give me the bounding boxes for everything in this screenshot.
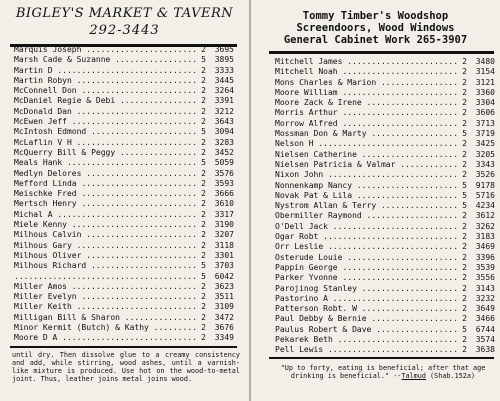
listing-name: Martin Robyn .....: [14, 76, 196, 86]
listing-number: 3480: [475, 57, 495, 66]
listing-number: 3391: [214, 96, 234, 106]
listing-exchange: 2: [462, 159, 467, 169]
table-row: [275, 170, 495, 180]
listing-exchange: 2: [462, 242, 467, 252]
listing-exchange: 2: [201, 323, 206, 333]
listing-number: 3606: [475, 108, 495, 118]
table-row: [14, 251, 234, 261]
listing-number: 3649: [475, 304, 495, 314]
table-row: [275, 98, 495, 108]
listing-exchange: 2: [462, 98, 467, 108]
listing-exchange: 2: [201, 281, 206, 291]
listing-exchange: 2: [201, 96, 206, 106]
listing-number: 5716: [475, 190, 495, 200]
listing-name: Moore Zack & Irene .....: [275, 98, 457, 108]
table-row: [14, 272, 234, 282]
table-row: [275, 181, 495, 191]
listing-name: Pekarek Beth .....: [275, 335, 457, 345]
listing-number: 3623: [214, 281, 234, 291]
listing-number: 3539: [475, 262, 495, 272]
listing-number: 3283: [214, 137, 234, 147]
listing-name: Marquis Joseph .....: [14, 45, 196, 55]
listing-name: Parker Yvonne .....: [275, 273, 457, 283]
listing-name: Nonnenkamp Nancy .....: [275, 181, 457, 191]
table-row: [14, 107, 234, 117]
listing-name: Mertsch Henry .....: [14, 199, 196, 209]
listing-name: McLaflin V H .....: [14, 138, 196, 148]
listing-exchange: 2: [462, 170, 467, 180]
listing-number: 3574: [475, 335, 495, 345]
listing-name: Miele Kenny .....: [14, 220, 196, 230]
listing-name: Pell Lewis .....: [275, 345, 457, 355]
listing-exchange: 2: [462, 211, 467, 221]
listing-number: 3666: [214, 189, 234, 199]
listing-number: 3610: [214, 199, 234, 209]
listing-name: Paulus Robert & Dave .....: [275, 325, 457, 335]
listing-exchange: 2: [462, 262, 467, 272]
listing-exchange: 2: [462, 304, 467, 314]
table-row: [14, 179, 234, 189]
header-rule: [269, 51, 494, 54]
listing-exchange: 2: [462, 87, 467, 97]
table-row: [275, 325, 495, 335]
table-row: [14, 230, 234, 240]
listing-exchange: 5: [201, 271, 206, 281]
listing-number: 3232: [475, 293, 495, 303]
listing-name: Milhous Calvin .....: [14, 230, 196, 240]
listing-name: Miller Amos .....: [14, 282, 196, 292]
listing-exchange: 2: [462, 77, 467, 87]
listing-name: Nielsen Patricia & Valmar .....: [275, 160, 457, 170]
listing-exchange: 2: [201, 45, 206, 54]
listing-name: Milhous Oliver .....: [14, 251, 196, 261]
listing-number: 3526: [475, 170, 495, 180]
listing-exchange: 2: [201, 117, 206, 127]
listing-number: 3094: [214, 127, 234, 137]
directory-listing: [14, 45, 234, 344]
listing-exchange: 2: [462, 108, 467, 118]
listing-number: 3205: [475, 149, 495, 159]
listing-number: 6744: [475, 324, 495, 334]
table-row: [14, 76, 234, 86]
listing-name: Morrow Alfred .....: [275, 119, 457, 129]
listing-number: 3466: [475, 314, 495, 324]
listing-number: 3576: [214, 168, 234, 178]
table-row: [14, 148, 234, 158]
listing-exchange: 2: [462, 221, 467, 231]
table-row: [275, 263, 495, 273]
listing-number: 3425: [475, 139, 495, 149]
listing-number: 3469: [475, 242, 495, 252]
listing-number: 3109: [214, 302, 234, 312]
listing-number: 3643: [214, 117, 234, 127]
listing-exchange: 2: [462, 314, 467, 324]
listing-number: 3695: [214, 45, 234, 54]
listing-name: O'Dell Jack .....: [275, 222, 457, 232]
listing-exchange: 5: [201, 158, 206, 168]
listing-exchange: 2: [201, 168, 206, 178]
listing-number: 5059: [214, 158, 234, 168]
table-row: [14, 189, 234, 199]
table-row: [14, 302, 234, 312]
listing-name: Meals Hank .....: [14, 158, 196, 168]
table-row: [14, 210, 234, 220]
listing-name: Miller Evelyn .....: [14, 292, 196, 302]
listing-exchange: 5: [462, 201, 467, 211]
listing-name: Nystrom Allan & Terry .....: [275, 201, 457, 211]
listing-exchange: 2: [462, 273, 467, 283]
listing-name: McEwen Jeff .....: [14, 117, 196, 127]
listing-name: Miller Keith .....: [14, 302, 196, 312]
listing-number: 3593: [214, 178, 234, 188]
listing-name: Osterude Louie .....: [275, 253, 457, 263]
quote-source: Talmud: [401, 372, 426, 380]
listing-name: Nielsen Catherine .....: [275, 150, 457, 160]
quote-text: "Up to forty, eating is beneficial; after that age drinking is beneficial." --: [280, 364, 486, 380]
listing-name: Minor Kermit (Butch) & Kathy .....: [14, 323, 196, 333]
glue-recipe-note: until dry. Then dissolve glue to a creamy consistency and add, while stirring, wood ashes, until a varnish-like mixture is produced. Use hot on the wood-to-metal joint. Thus, leather joins metal joins wood.: [12, 351, 240, 383]
listing-exchange: 2: [201, 147, 206, 157]
listing-exchange: 2: [201, 209, 206, 219]
directory-listing: [275, 57, 495, 356]
listing-exchange: 5: [201, 261, 206, 271]
listing-name: Pastorino A .....: [275, 294, 457, 304]
listing-name: Obermiller Raymond .....: [275, 211, 457, 221]
table-row: [14, 117, 234, 127]
left-page: [0, 0, 249, 401]
table-row: [14, 45, 234, 55]
listing-exchange: 2: [462, 283, 467, 293]
table-row: [14, 282, 234, 292]
listing-number: 3183: [475, 232, 495, 242]
table-row: [14, 220, 234, 230]
listing-number: 3190: [214, 220, 234, 230]
listing-exchange: 2: [201, 220, 206, 230]
listing-number: 3264: [214, 86, 234, 96]
listing-exchange: 5: [462, 190, 467, 200]
listing-exchange: 2: [462, 252, 467, 262]
table-row: [14, 323, 234, 333]
table-row: [275, 294, 495, 304]
listing-number: 3360: [475, 87, 495, 97]
table-row: [275, 242, 495, 252]
footer-rule: [269, 357, 494, 359]
listing-number: 3262: [475, 221, 495, 231]
listing-name: Patterson Robt. W .....: [275, 304, 457, 314]
listing-number: 3343: [475, 159, 495, 169]
listing-exchange: 2: [201, 240, 206, 250]
listing-number: 3472: [214, 312, 234, 322]
woodshop-ad: [251, 10, 500, 46]
table-row: [14, 261, 234, 271]
table-row: [275, 304, 495, 314]
listing-number: 3895: [214, 55, 234, 65]
listing-number: 3396: [475, 252, 495, 262]
table-row: [275, 211, 495, 221]
listing-number: 3703: [214, 261, 234, 271]
listing-name: Novak Pat & Lila .....: [275, 191, 457, 201]
listing-name: Milhous Gary .....: [14, 241, 196, 251]
listing-exchange: 2: [201, 250, 206, 260]
table-row: [275, 232, 495, 242]
ad-business-name: Tommy Timber's Woodshop: [302, 10, 449, 22]
listing-name: McConnell Don .....: [14, 86, 196, 96]
listing-name: Marsh Cade & Suzanne .....: [14, 55, 196, 65]
listing-number: 3118: [214, 240, 234, 250]
table-row: [14, 333, 234, 343]
listing-number: 3212: [214, 106, 234, 116]
table-row: [14, 313, 234, 323]
table-row: [275, 57, 495, 67]
table-row: [275, 335, 495, 345]
table-row: [14, 241, 234, 251]
table-row: [14, 199, 234, 209]
bigleys-ad: [0, 6, 249, 38]
table-row: [275, 78, 495, 88]
table-row: [14, 292, 234, 302]
listing-exchange: 2: [462, 139, 467, 149]
listing-name: Mitchell Noah .....: [275, 67, 457, 77]
table-row: [275, 345, 495, 355]
table-row: [275, 160, 495, 170]
listing-exchange: 5: [201, 55, 206, 65]
listing-exchange: 2: [201, 189, 206, 199]
table-row: [275, 150, 495, 160]
table-row: [275, 314, 495, 324]
listing-name: McDonald Dan .....: [14, 107, 196, 117]
listing-number: 9178: [475, 180, 495, 190]
ad-services-phone: General Cabinet Work 265-3907: [283, 34, 468, 46]
listing-exchange: 5: [462, 324, 467, 334]
table-row: [14, 169, 234, 179]
listing-exchange: 2: [201, 75, 206, 85]
listing-exchange: 2: [201, 178, 206, 188]
listing-number: 4234: [475, 201, 495, 211]
table-row: [14, 158, 234, 168]
listing-exchange: 2: [201, 137, 206, 147]
listing-exchange: 2: [462, 293, 467, 303]
table-row: [275, 284, 495, 294]
listing-exchange: 2: [462, 67, 467, 77]
listing-name: Mitchell James .....: [275, 57, 457, 67]
listing-number: 3452: [214, 147, 234, 157]
table-row: [14, 127, 234, 137]
listing-name: Mossman Don & Marty .....: [275, 129, 457, 139]
table-row: [275, 88, 495, 98]
listing-number: 3445: [214, 75, 234, 85]
ad-business-name: BIGLEY'S MARKET & TAVERN: [15, 6, 234, 21]
listing-number: 3638: [475, 345, 495, 355]
listing-exchange: 2: [201, 199, 206, 209]
listing-name: Michal A .....: [14, 210, 196, 220]
listing-name: Paul Debby & Bernie .....: [275, 314, 457, 324]
listing-exchange: 2: [201, 302, 206, 312]
table-row: [14, 55, 234, 65]
listing-exchange: 2: [201, 333, 206, 343]
listing-number: 3556: [475, 273, 495, 283]
talmud-quote: [273, 364, 493, 380]
quote-reference: (Shab.152a): [425, 372, 476, 380]
listing-name: Moore D A .....: [14, 333, 196, 343]
table-row: [275, 119, 495, 129]
listing-name: Ogar Robt .....: [275, 232, 457, 242]
table-row: [14, 86, 234, 96]
listing-number: 3304: [475, 98, 495, 108]
listing-exchange: 5: [462, 129, 467, 139]
listing-number: 3333: [214, 65, 234, 75]
table-row: [14, 96, 234, 106]
listing-exchange: 2: [462, 149, 467, 159]
table-row: [275, 222, 495, 232]
listing-name: Medlyn Delores .....: [14, 169, 196, 179]
listing-number: 3154: [475, 67, 495, 77]
listing-number: 3317: [214, 209, 234, 219]
listing-name: Mons Charles & Marion .....: [275, 78, 457, 88]
listing-number: 3121: [475, 77, 495, 87]
table-row: [275, 191, 495, 201]
listing-number: 3713: [475, 118, 495, 128]
listing-exchange: 2: [462, 335, 467, 345]
table-row: [275, 201, 495, 211]
listing-exchange: 2: [201, 65, 206, 75]
listing-exchange: 5: [201, 127, 206, 137]
listing-name: Nelson H .....: [275, 139, 457, 149]
table-row: [275, 253, 495, 263]
listing-exchange: 2: [462, 118, 467, 128]
table-row: [14, 66, 234, 76]
right-page: [251, 0, 500, 401]
listing-name: Parojinog Stanley .....: [275, 284, 457, 294]
table-row: [275, 67, 495, 77]
listing-number: 3676: [214, 323, 234, 333]
listing-exchange: 5: [462, 180, 467, 190]
table-row: [275, 273, 495, 283]
listing-name: Morris Arthur .....: [275, 108, 457, 118]
listing-name: Milligan Bill & Sharon .....: [14, 313, 196, 323]
listing-name: Orr Leslie .....: [275, 242, 457, 252]
listing-exchange: 2: [201, 230, 206, 240]
listing-name: Martin D .....: [14, 66, 196, 76]
listing-name: McIntosh Edmond .....: [14, 127, 196, 137]
listing-number: 3143: [475, 283, 495, 293]
listing-exchange: 2: [201, 312, 206, 322]
listing-exchange: 2: [462, 345, 467, 355]
listing-name: Pappin George .....: [275, 263, 457, 273]
listing-number: 6042: [214, 271, 234, 281]
listing-name: Meischke Fred .....: [14, 189, 196, 199]
listing-number: 3301: [214, 250, 234, 260]
listing-number: 3349: [214, 333, 234, 343]
listing-number: 3719: [475, 129, 495, 139]
table-row: [14, 138, 234, 148]
listing-number: 3511: [214, 292, 234, 302]
listing-name: McQuerry Bill & Peggy .....: [14, 148, 196, 158]
table-row: [275, 129, 495, 139]
table-row: [275, 108, 495, 118]
listing-name: [14, 272, 196, 282]
table-row: [275, 139, 495, 149]
listing-exchange: 2: [201, 292, 206, 302]
listing-name: Nixon John .....: [275, 170, 457, 180]
listing-number: 3612: [475, 211, 495, 221]
footer-rule: [10, 346, 237, 348]
listing-exchange: 2: [462, 232, 467, 242]
ad-services: Screendoors, Wood Windows: [296, 22, 455, 34]
listing-name: Mefford Linda .....: [14, 179, 196, 189]
ad-phone-number: 292-3443: [89, 23, 160, 38]
listing-name: McDaniel Regie & Debi .....: [14, 96, 196, 106]
listing-name: Milhous Richard .....: [14, 261, 196, 271]
listing-name: Moore William .....: [275, 88, 457, 98]
listing-number: 3207: [214, 230, 234, 240]
listing-exchange: 2: [462, 57, 467, 66]
listing-exchange: 2: [201, 86, 206, 96]
listing-exchange: 2: [201, 106, 206, 116]
